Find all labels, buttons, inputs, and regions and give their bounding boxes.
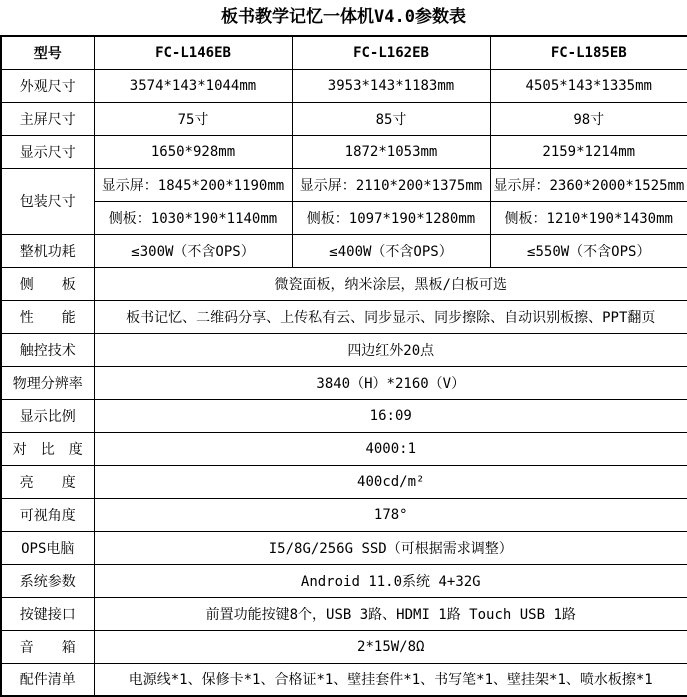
- table-row-display-size: [1, 135, 687, 168]
- row-label: 主屏尺寸: [1, 102, 94, 135]
- row-label: 侧 板: [1, 267, 94, 300]
- spec-value: 3840（H）*2160（V）: [94, 366, 687, 399]
- row-label: 物理分辨率: [1, 366, 94, 399]
- spec-value: 178°: [94, 498, 687, 531]
- spec-value: 显示屏：1845*200*1190mm: [94, 168, 292, 201]
- spec-value: 1650*928mm: [94, 135, 292, 168]
- row-label: 显示尺寸: [1, 135, 94, 168]
- spec-value: 4000:1: [94, 432, 687, 465]
- table-row-performance: [1, 300, 687, 333]
- spec-value: 75寸: [94, 102, 292, 135]
- spec-value: 侧板：1030*190*1140mm: [94, 201, 292, 234]
- spec-value: 显示屏：2110*200*1375mm: [292, 168, 490, 201]
- spec-value: 1872*1053mm: [292, 135, 490, 168]
- table-row-touch-tech: [1, 333, 687, 366]
- row-label: 按键接口: [1, 597, 94, 630]
- table-row-speaker: [1, 630, 687, 663]
- table-row-ops-computer: [1, 531, 687, 564]
- spec-value: 电源线*1、保修卡*1、合格证*1、壁挂套件*1、书写笔*1、壁挂架*1、喷水板擦*1: [94, 663, 687, 696]
- row-label: 可视角度: [1, 498, 94, 531]
- spec-value: 16:09: [94, 399, 687, 432]
- row-label-model: 型号: [1, 36, 94, 69]
- row-label: 外观尺寸: [1, 69, 94, 102]
- table-row-system-params: [1, 564, 687, 597]
- spec-value: 微瓷面板，纳米涂层，黑板/白板可选: [94, 267, 687, 300]
- row-label: 亮 度: [1, 465, 94, 498]
- table-row-model: [1, 36, 687, 69]
- model-name: FC-L185EB: [490, 36, 687, 69]
- spec-value: 侧板：1210*190*1430mm: [490, 201, 687, 234]
- row-label: OPS电脑: [1, 531, 94, 564]
- table-row-power: [1, 234, 687, 267]
- row-label-packaging: 包装尺寸: [1, 168, 94, 234]
- spec-value: 400cd/m²: [94, 465, 687, 498]
- spec-value: Android 11.0系统 4+32G: [94, 564, 687, 597]
- table-row-aspect-ratio: [1, 399, 687, 432]
- spec-value: 2159*1214mm: [490, 135, 687, 168]
- spec-value: 侧板：1097*190*1280mm: [292, 201, 490, 234]
- spec-value: ≤300W（不含OPS）: [94, 234, 292, 267]
- model-name: FC-L162EB: [292, 36, 490, 69]
- table-row-packaging-display: [1, 168, 687, 201]
- table-row-viewing-angle: [1, 498, 687, 531]
- row-label: 触控技术: [1, 333, 94, 366]
- row-label: 整机功耗: [1, 234, 94, 267]
- spec-value: 3953*143*1183mm: [292, 69, 490, 102]
- page-title: 板书教学记忆一体机V4.0参数表: [221, 7, 466, 27]
- row-label: 系统参数: [1, 564, 94, 597]
- table-row-accessories: [1, 663, 687, 696]
- table-row-buttons-ports: [1, 597, 687, 630]
- spec-value: 3574*143*1044mm: [94, 69, 292, 102]
- spec-value: 2*15W/8Ω: [94, 630, 687, 663]
- spec-value: ≤550W（不含OPS）: [490, 234, 687, 267]
- row-label: 性 能: [1, 300, 94, 333]
- spec-value: 板书记忆、二维码分享、上传私有云、同步显示、同步擦除、自动识别板擦、PPT翻页: [94, 300, 687, 333]
- spec-value: ≤400W（不含OPS）: [292, 234, 490, 267]
- row-label: 配件清单: [1, 663, 94, 696]
- spec-value: 显示屏：2360*2000*1525mm: [490, 168, 687, 201]
- spec-value: 四边红外20点: [94, 333, 687, 366]
- row-label: 对 比 度: [1, 432, 94, 465]
- spec-value: I5/8G/256G SSD（可根据需求调整）: [94, 531, 687, 564]
- row-label: 显示比例: [1, 399, 94, 432]
- spec-value: 98寸: [490, 102, 687, 135]
- table-row-resolution: [1, 366, 687, 399]
- table-row-exterior-size: [1, 69, 687, 102]
- spec-table: [0, 35, 687, 697]
- table-row-contrast: [1, 432, 687, 465]
- model-name: FC-L146EB: [94, 36, 292, 69]
- table-row-main-screen-size: [1, 102, 687, 135]
- row-label: 音 箱: [1, 630, 94, 663]
- table-row-side-panel: [1, 267, 687, 300]
- spec-value: 前置功能按键8个，USB 3路、HDMI 1路 Touch USB 1路: [94, 597, 687, 630]
- spec-value: 4505*143*1335mm: [490, 69, 687, 102]
- spec-value: 85寸: [292, 102, 490, 135]
- table-row-packaging-side: [1, 201, 687, 234]
- table-row-brightness: [1, 465, 687, 498]
